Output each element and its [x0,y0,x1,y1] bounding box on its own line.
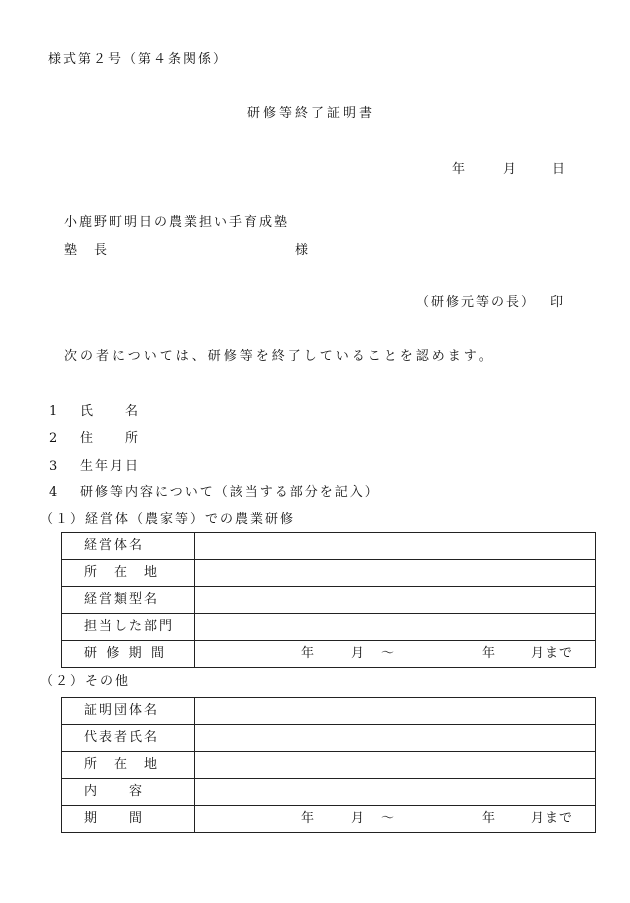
section2-value-period[interactable] [195,806,596,833]
section1-value-department[interactable] [195,614,596,641]
table-row [62,533,596,560]
period-start-month: 月 [351,811,366,826]
section1-label-training-period-cell [62,641,195,668]
period-label-char: 間 [150,646,164,661]
period-tilde: ～ [381,646,396,661]
period-end-year: 年 [482,811,497,826]
section1-label-business-name: 経営体名 [62,533,195,560]
table-row [62,614,596,641]
item-label-address: 住 所 [80,431,141,446]
addressee-position: 塾 長 [64,243,110,258]
section1-value-business-type[interactable] [195,587,596,614]
issuer-seal: 印 [550,295,564,310]
section1-label-location: 所 在 地 [62,560,195,587]
section2-value-content[interactable] [195,779,596,806]
section1-value-location[interactable] [195,560,596,587]
section2-value-location[interactable] [195,752,596,779]
section2-value-representative[interactable] [195,725,596,752]
section1-value-business-name[interactable] [195,533,596,560]
table-row [62,752,596,779]
period-label-char: 研 [84,646,98,661]
period-start-year: 年 [301,811,316,826]
form-number: 様式第２号（第４条関係） [48,52,229,67]
section2-label-period: 期 間 [62,806,195,833]
date-day-label: 日 [552,162,566,177]
table-row [62,725,596,752]
table-row [62,560,596,587]
section1-value-training-period[interactable] [195,641,596,668]
certification-statement: 次の者については、研修等を終了していることを認めます。 [64,349,495,364]
section2-label-location: 所 在 地 [62,752,195,779]
section2-heading: （２）その他 [40,674,131,689]
issuer-title: （研修元等の長） [416,295,537,310]
table-row [62,641,596,668]
section1-label-department: 担当した部門 [62,614,195,641]
item-number: 3 [49,459,58,474]
period-end-year: 年 [482,646,497,661]
item-number: 2 [49,431,58,446]
section1-label-training-period [84,645,194,663]
section1-label-business-type: 経営類型名 [62,587,195,614]
period-start-year: 年 [301,646,316,661]
section2-value-certifying-org[interactable] [195,698,596,725]
period-start-month: 月 [351,646,366,661]
period-label-char: 修 [106,646,120,661]
section2-label-certifying-org: 証明団体名 [62,698,195,725]
table-row [62,587,596,614]
item-label-birthdate: 生年月日 [80,459,141,474]
table-row [62,779,596,806]
item-number: 1 [49,404,58,419]
period-end-month: 月まで [531,646,574,661]
date-month-label: 月 [503,162,517,177]
date-year-label: 年 [452,162,466,177]
item-label-training-content: 研修等内容について（該当する部分を記入） [80,485,380,500]
period-end-month: 月まで [531,811,574,826]
section2-label-content: 内 容 [62,779,195,806]
section2-label-representative: 代表者氏名 [62,725,195,752]
item-label-name: 氏 名 [80,404,141,419]
section1-table [61,532,596,668]
section2-table [61,697,596,833]
table-row [62,698,596,725]
period-tilde: ～ [381,811,396,826]
addressee-organization: 小鹿野町明日の農業担い手育成塾 [64,215,290,230]
item-number: 4 [49,485,58,500]
addressee-honorific: 様 [295,243,309,258]
period-label-char: 期 [128,646,142,661]
table-row [62,806,596,833]
document-title: 研修等終了証明書 [247,106,376,121]
section1-heading: （１）経営体（農家等）での農業研修 [40,512,296,527]
